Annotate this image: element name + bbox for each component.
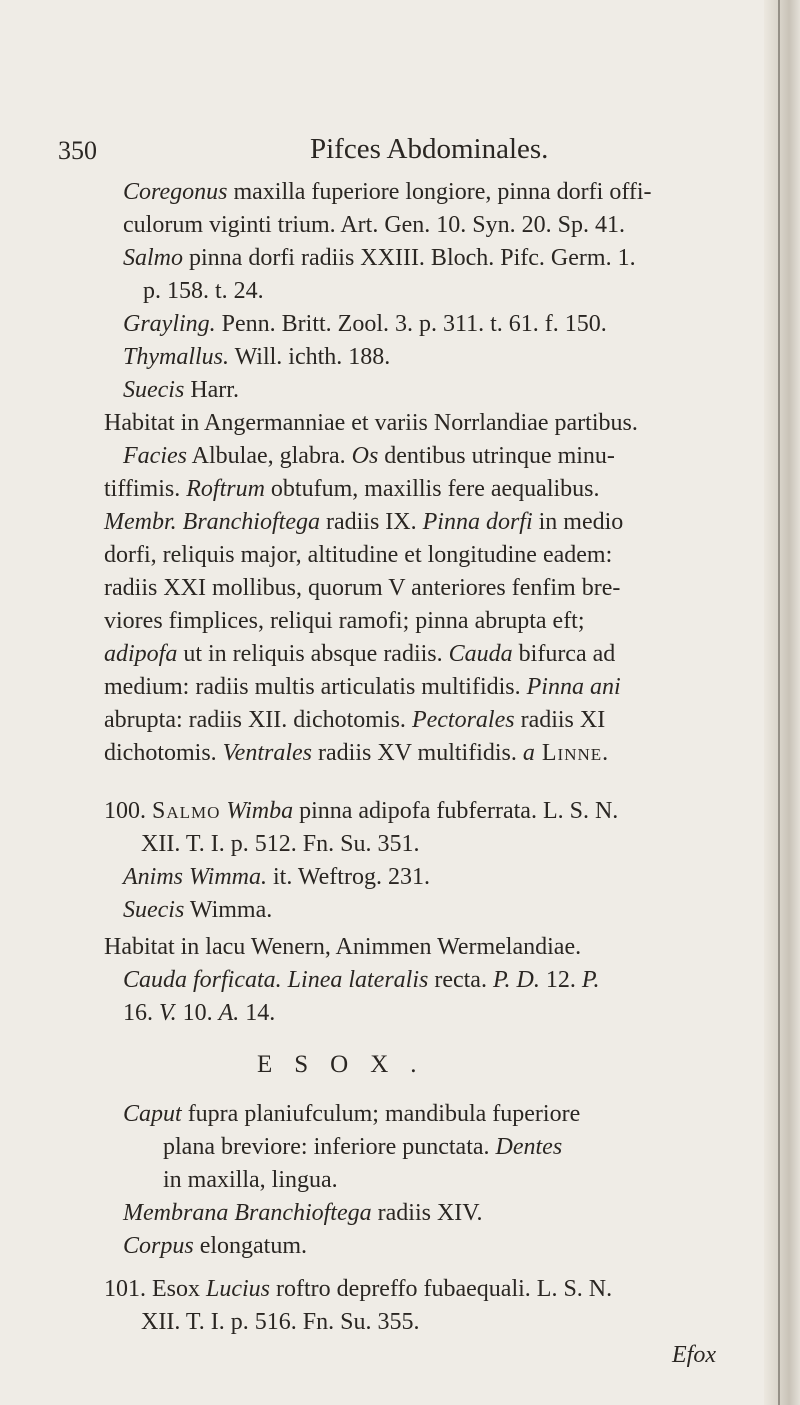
text-line: Facies Albulae, glabra. Os dentibus utrinque minu- (123, 443, 615, 469)
text-line: plana breviore: inferiore punctata. Dentes (163, 1134, 563, 1160)
text-line: in maxilla, lingua. (163, 1167, 338, 1193)
text-line: tiffimis. Roftrum obtufum, maxillis fere aequalibus. (104, 476, 600, 502)
text-line: Anims Wimma. it. Weftrog. 231. (123, 864, 430, 890)
text-line: 100. Salmo Wimba pinna adipofa fubferrata. L. S. N. (104, 798, 619, 824)
text-line: Cauda forficata. Linea lateralis recta. P. D. 12. P. (123, 967, 600, 993)
text-line: dorfi, reliquis major, altitudine et longitudine eadem: (104, 542, 613, 568)
text-line: Suecis Wimma. (123, 897, 273, 923)
text-line: dichotomis. Ventrales radiis XV multifidis. a Linne. (104, 740, 610, 766)
text-line: XII. T. I. p. 512. Fn. Su. 351. (141, 831, 420, 857)
text-line: radiis XXI mollibus, quorum V anteriores fenfim bre- (104, 575, 621, 601)
text-line: Habitat in Angermanniae et variis Norrlandiae partibus. (104, 410, 638, 436)
text-line: Membrana Branchioftega radiis XIV. (123, 1200, 483, 1226)
text-line: Suecis Harr. (123, 377, 239, 403)
text-line: adipofa ut in reliquis absque radiis. Cauda bifurca ad (104, 641, 616, 667)
text-line: 101. Esox Lucius roftro depreffo fubaequali. L. S. N. (104, 1276, 613, 1302)
text-line: Corpus elongatum. (123, 1233, 307, 1259)
text-line: abrupta: radiis XII. dichotomis. Pectorales radiis XI (104, 707, 606, 733)
text-line: Habitat in lacu Wenern, Animmen Wermelandiae. (104, 934, 582, 960)
text-line: Caput fupra planiufculum; mandibula fuperiore (123, 1101, 581, 1127)
text-line: p. 158. t. 24. (143, 278, 264, 304)
text-line: Salmo pinna dorfi radiis XXIII. Bloch. Pifc. Germ. 1. (123, 245, 636, 271)
text-line: Membr. Branchioftega radiis IX. Pinna dorfi in medio (104, 509, 624, 535)
book-gutter-edge (764, 0, 800, 1405)
running-title: Pifces Abdominales. (310, 133, 549, 165)
text-line: Thymallus. Will. ichth. 188. (123, 344, 391, 370)
text-line: culorum viginti trium. Art. Gen. 10. Syn. 20. Sp. 41. (123, 212, 625, 238)
page-edge-line (778, 0, 780, 1405)
text-line: medium: radiis multis articulatis multifidis. Pinna ani (104, 674, 621, 700)
genus-heading: ESOX. (257, 1051, 439, 1078)
text-line: 16. V. 10. A. 14. (123, 1000, 276, 1026)
text-line: Grayling. Penn. Britt. Zool. 3. p. 311. t. 61. f. 150. (123, 311, 607, 337)
text-line: viores fimplices, reliqui ramofi; pinna abrupta eft; (104, 608, 585, 634)
page-number: 350 (58, 136, 97, 165)
text-line: Coregonus maxilla fuperiore longiore, pinna dorfi offi- (123, 179, 652, 205)
text-line: XII. T. I. p. 516. Fn. Su. 355. (141, 1309, 420, 1335)
catchword: Efox (672, 1342, 716, 1368)
